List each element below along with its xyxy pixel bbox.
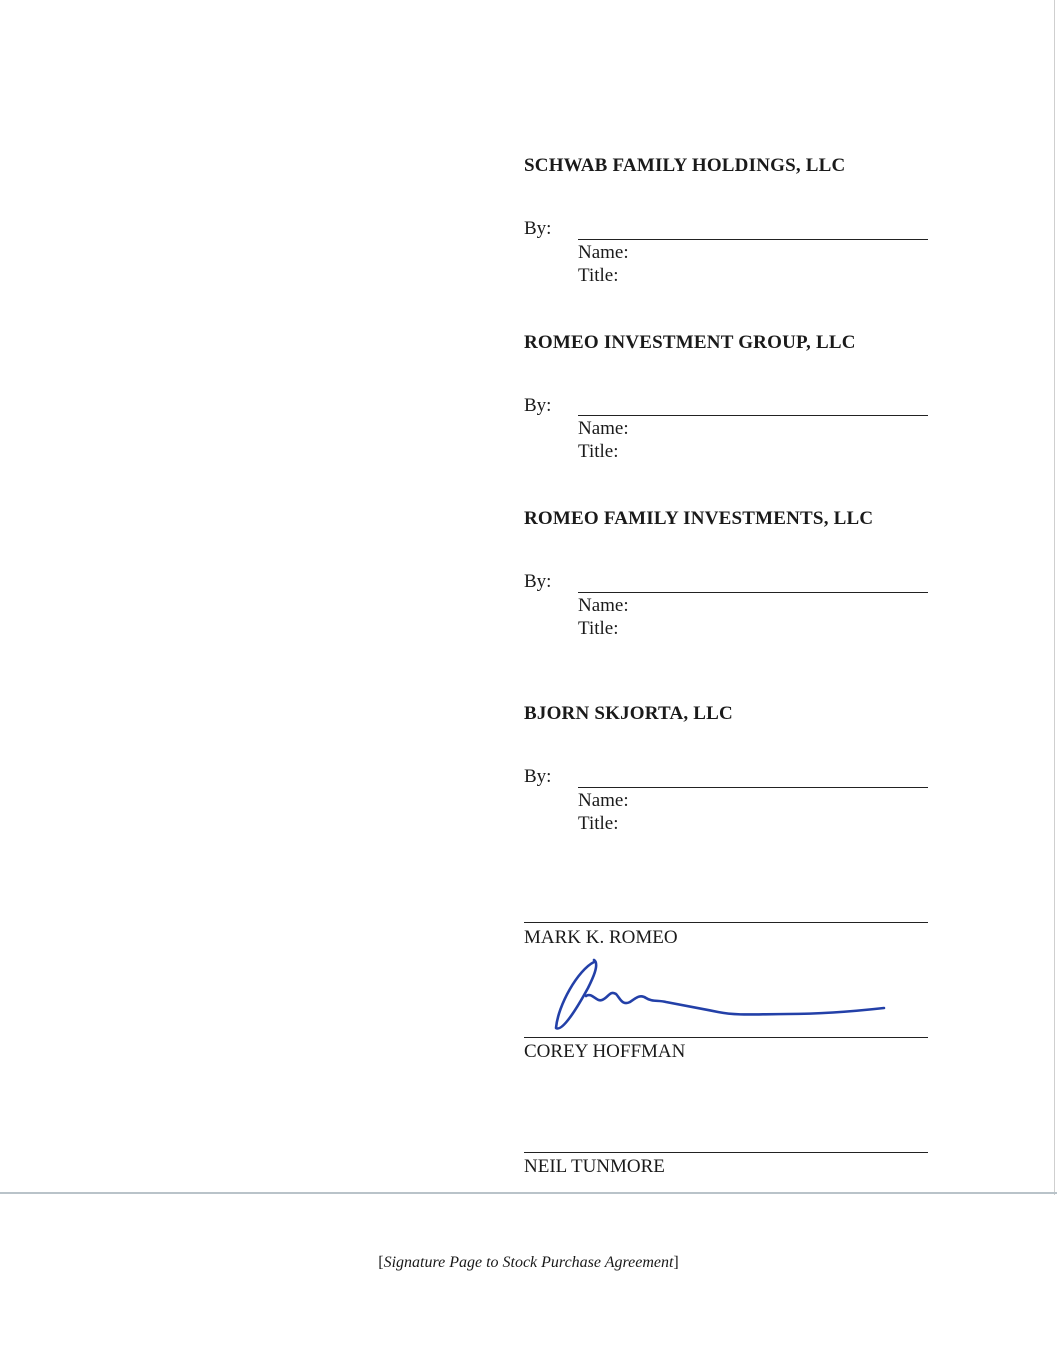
individual-name-mark-romeo: MARK K. ROMEO [524,927,678,948]
handwritten-signature [548,950,893,1038]
entity-name-schwab: SCHWAB FAMILY HOLDINGS, LLC [524,155,846,176]
signature-line [578,592,928,593]
signature-line [578,787,928,788]
signature-line [578,239,928,240]
by-label: By: [524,395,552,416]
by-label: By: [524,218,552,239]
signature-line [524,1152,928,1153]
page-footer [0,1254,1057,1272]
scan-divider [0,1192,1057,1194]
individual-name-corey-hoffman: COREY HOFFMAN [524,1041,686,1062]
name-label: Name: [578,595,629,616]
footer-close-bracket: ] [673,1254,679,1271]
entity-name-romeo-investment: ROMEO INVESTMENT GROUP, LLC [524,332,856,353]
page-edge [1054,0,1055,1195]
signature-line [524,922,928,923]
name-label: Name: [578,242,629,263]
footer-open-bracket: [ [378,1254,384,1271]
title-label: Title: [578,441,619,462]
title-label: Title: [578,813,619,834]
title-label: Title: [578,265,619,286]
name-label: Name: [578,790,629,811]
entity-name-bjorn-skjorta: BJORN SKJORTA, LLC [524,703,733,724]
title-label: Title: [578,618,619,639]
by-label: By: [524,766,552,787]
signature-line [578,415,928,416]
individual-name-neil-tunmore: NEIL TUNMORE [524,1156,665,1177]
signature-line [524,1037,928,1038]
by-label: By: [524,571,552,592]
footer-caption: Signature Page to Stock Purchase Agreement [383,1254,674,1271]
name-label: Name: [578,418,629,439]
entity-name-romeo-family: ROMEO FAMILY INVESTMENTS, LLC [524,508,874,529]
